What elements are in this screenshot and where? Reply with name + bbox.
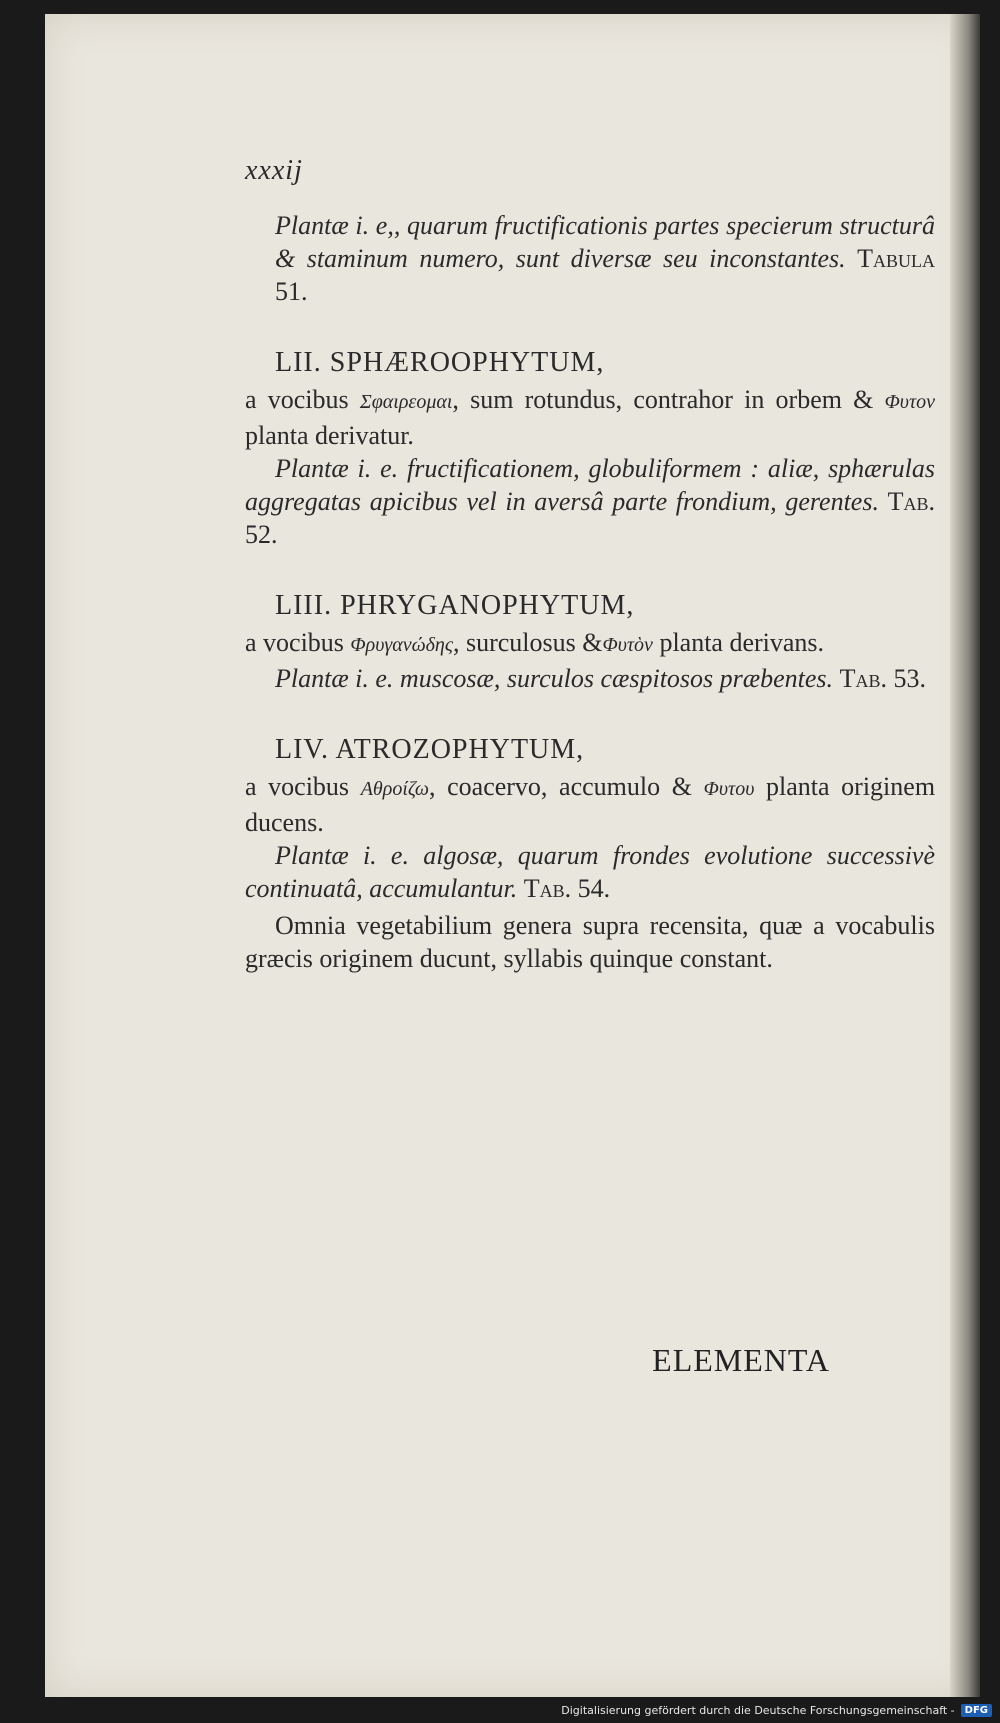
etym-middle: , sum rotundus, contrahor in orbem & <box>452 385 874 414</box>
entry-atrozophytum <box>245 733 935 905</box>
intro-paragraph <box>245 209 935 308</box>
book-page <box>45 14 980 1697</box>
description-text: Plantæ i. e. algosæ, quarum frondes evolutione successivè continuatâ, accumulantur. <box>245 841 935 903</box>
greek-word: Φυτον <box>884 391 936 413</box>
etym-prefix: a vocibus <box>245 772 350 801</box>
etym-suffix: planta derivatur. <box>245 421 414 450</box>
table-ref: Tab. 53. <box>839 664 926 693</box>
greek-word: Φυτὸν <box>602 634 653 656</box>
table-ref: Tab. 52. <box>245 487 935 549</box>
page-gutter-shadow <box>950 14 980 1697</box>
etym-prefix: a vocibus <box>245 628 344 657</box>
page-text-block <box>245 154 935 975</box>
etym-middle: , coacervo, accumulo & <box>428 772 692 801</box>
entry-description <box>245 452 935 551</box>
intro-table-ref: Tabula 51. <box>275 244 936 306</box>
footer-text: Digitalisierung gefördert durch die Deutsche Forschungsgemeinschaft - <box>561 1704 955 1717</box>
entry-description <box>245 662 935 695</box>
intro-text: Plantæ i. e,, quarum fructificationis partes specierum structurâ & staminum numero, sunt diversæ seu inconstantes. <box>275 211 935 273</box>
etym-suffix: planta originem ducens. <box>245 772 936 837</box>
entry-description <box>245 839 935 905</box>
greek-word: Φρυγανώδης <box>350 634 453 656</box>
description-text: Plantæ i. e. muscosæ, surculos cæspitosos præbentes. <box>275 664 834 693</box>
entry-sphaeroophytum <box>245 346 935 551</box>
table-ref: Tab. 54. <box>523 874 611 903</box>
entry-heading: LIV. ATROZOPHYTUM, <box>275 734 585 765</box>
page-number: xxxij <box>245 155 303 186</box>
dfg-logo: DFG <box>961 1704 992 1717</box>
description-text: Plantæ i. e. fructificationem, globuliformem : aliæ, sphærulas aggregatas apicibus vel in aversâ parte frondium, gerentes. <box>245 454 935 516</box>
closing-paragraph: Omnia vegetabilium genera supra recensita, quæ a vocabulis græcis originem ducunt, syllabis quinque constant. <box>245 911 935 973</box>
digitization-footer <box>561 1704 992 1717</box>
entry-etymology <box>245 626 935 662</box>
entry-heading: LII. SPHÆROOPHYTUM, <box>275 347 605 378</box>
entry-etymology <box>245 383 935 452</box>
catchword: ELEMENTA <box>652 1342 830 1378</box>
etym-prefix: a vocibus <box>245 385 349 414</box>
greek-word: Φυτου <box>703 778 755 800</box>
entry-etymology <box>245 770 935 839</box>
entry-heading: LIII. PHRYGANOPHYTUM, <box>275 590 635 621</box>
entry-phryganophytum <box>245 589 935 695</box>
etym-middle: , surculosus & <box>452 628 603 657</box>
etym-suffix: planta derivans. <box>659 628 825 657</box>
greek-word: Αθροίζω <box>360 778 429 800</box>
greek-word: Σφαιρεομαι <box>359 391 453 413</box>
